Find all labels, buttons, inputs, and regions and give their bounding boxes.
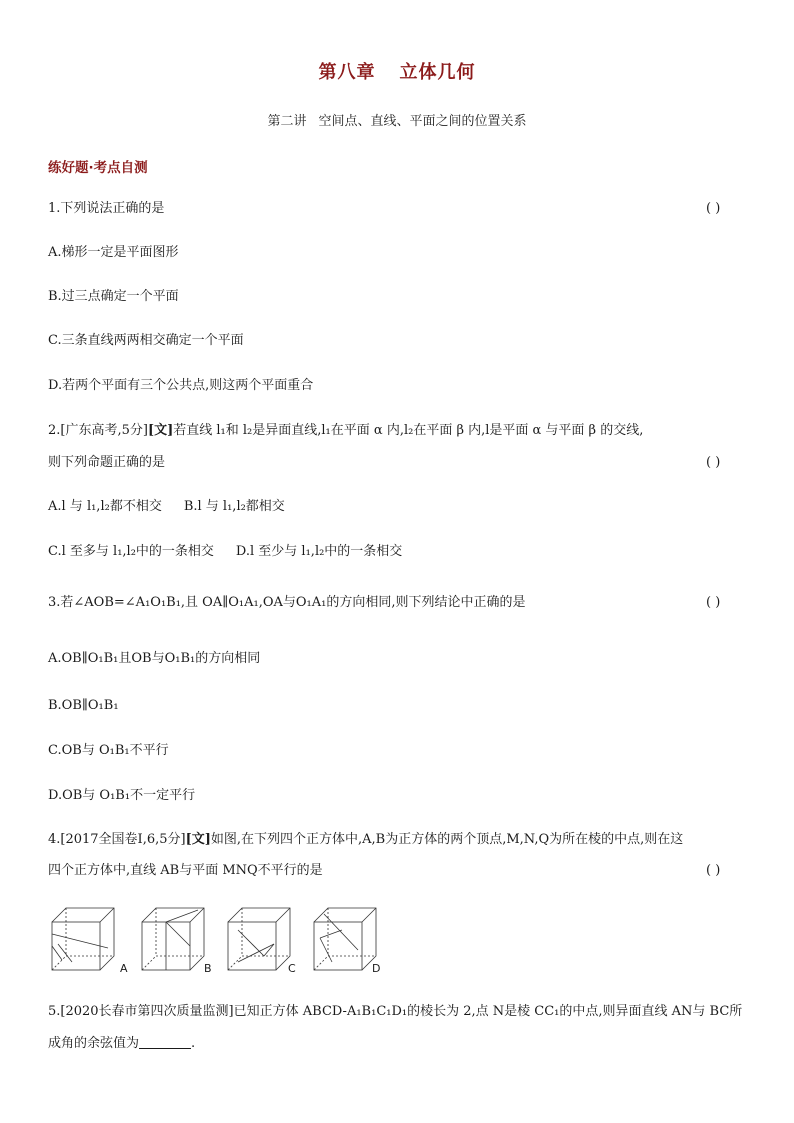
figure-label-a: A — [120, 962, 128, 975]
q1-option-a: A.梯形一定是平面图形 — [48, 245, 179, 260]
q5-stem: 5.[2020长春市第四次质量监测]已知正方体 ABCD-A₁B₁C₁D₁的棱长为 2,点 N是棱 CC₁的中点,则异面直线 AN与 BC所 — [48, 1004, 743, 1019]
q3-option-c: C.OB与 O₁B₁不平行 — [48, 743, 169, 758]
figure-label-b: B — [204, 962, 212, 975]
q2-option-b: B.l 与 l₁,l₂都相交 — [183, 499, 285, 514]
q5-text: 成角的余弦值为 — [48, 1036, 140, 1051]
answer-paren: ( ) — [706, 863, 721, 878]
q5-end: . — [191, 1036, 196, 1051]
q2-option-a: A.l 与 l₁,l₂都不相交 — [48, 499, 162, 514]
q2-stem-line2: 则下列命题正确的是 — [48, 455, 166, 470]
q2-text: 若直线 l₁和 l₂是异面直线,l₁在平面 α 内,l₂在平面 β 内,l是平面 α 与平面 β 的交线, — [173, 423, 644, 438]
q2-option-c: C.l 至多与 l₁,l₂中的一条相交 — [48, 544, 214, 559]
chapter-name: 立体几何 — [399, 62, 476, 83]
q4-source: 4.[2017全国卷Ⅰ,6,5分] — [48, 832, 186, 847]
cube-a-figure — [52, 908, 114, 970]
q4-stem — [48, 831, 683, 849]
lecture-title — [0, 110, 794, 129]
q2-tag: [文] — [147, 423, 174, 438]
q1-option-d: D.若两个平面有三个公共点,则这两个平面重合 — [48, 378, 314, 393]
q3-option-d: D.OB与 O₁B₁不一定平行 — [48, 788, 196, 803]
q1-option-b: B.过三点确定一个平面 — [48, 289, 179, 304]
q3-stem: 3.若∠AOB=∠A₁O₁B₁,且 OA∥O₁A₁,OA与O₁A₁的方向相同,则下列结论中正确的是 — [48, 595, 526, 610]
cube-c-figure — [228, 908, 290, 970]
section-heading: 练好题·考点自测 — [48, 160, 148, 176]
cube-b-figure — [142, 908, 204, 970]
cube-figures — [48, 904, 388, 976]
cube-diagrams — [48, 904, 388, 976]
lecture-name: 空间点、直线、平面之间的位置关系 — [318, 114, 527, 129]
q3-option-a: A.OB∥O₁B₁且OB与O₁B₁的方向相同 — [48, 651, 261, 666]
answer-paren: ( ) — [706, 455, 721, 470]
q2-source: 2.[广东高考,5分] — [48, 423, 148, 438]
figure-label-c: C — [288, 962, 296, 975]
q4-stem-line2: 四个正方体中,直线 AB与平面 MNQ不平行的是 — [48, 863, 323, 878]
lecture-number: 第二讲 — [267, 114, 307, 129]
q2-stem — [48, 422, 643, 440]
q4-text: 如图,在下列四个正方体中,A,B为正方体的两个顶点,M,N,Q为所在棱的中点,则在这 — [210, 832, 684, 847]
q4-tag: [文] — [185, 832, 211, 847]
q2-option-d: D.l 至少与 l₁,l₂中的一条相交 — [235, 544, 403, 559]
q1-stem: 1.下列说法正确的是 — [48, 201, 165, 216]
answer-paren: ( ) — [706, 595, 721, 610]
q2-options-ab — [48, 498, 285, 516]
q2-options-cd — [48, 543, 402, 561]
q1-option-c: C.三条直线两两相交确定一个平面 — [48, 333, 244, 348]
answer-paren: ( ) — [706, 201, 721, 216]
figure-label-d: D — [372, 962, 381, 975]
chapter-title — [0, 58, 794, 84]
q5-stem-line2 — [48, 1034, 195, 1053]
cube-d-figure — [314, 908, 376, 970]
chapter-number: 第八章 — [318, 62, 376, 83]
q3-option-b: B.OB∥O₁B₁ — [48, 698, 119, 713]
answer-blank[interactable] — [139, 1034, 191, 1049]
